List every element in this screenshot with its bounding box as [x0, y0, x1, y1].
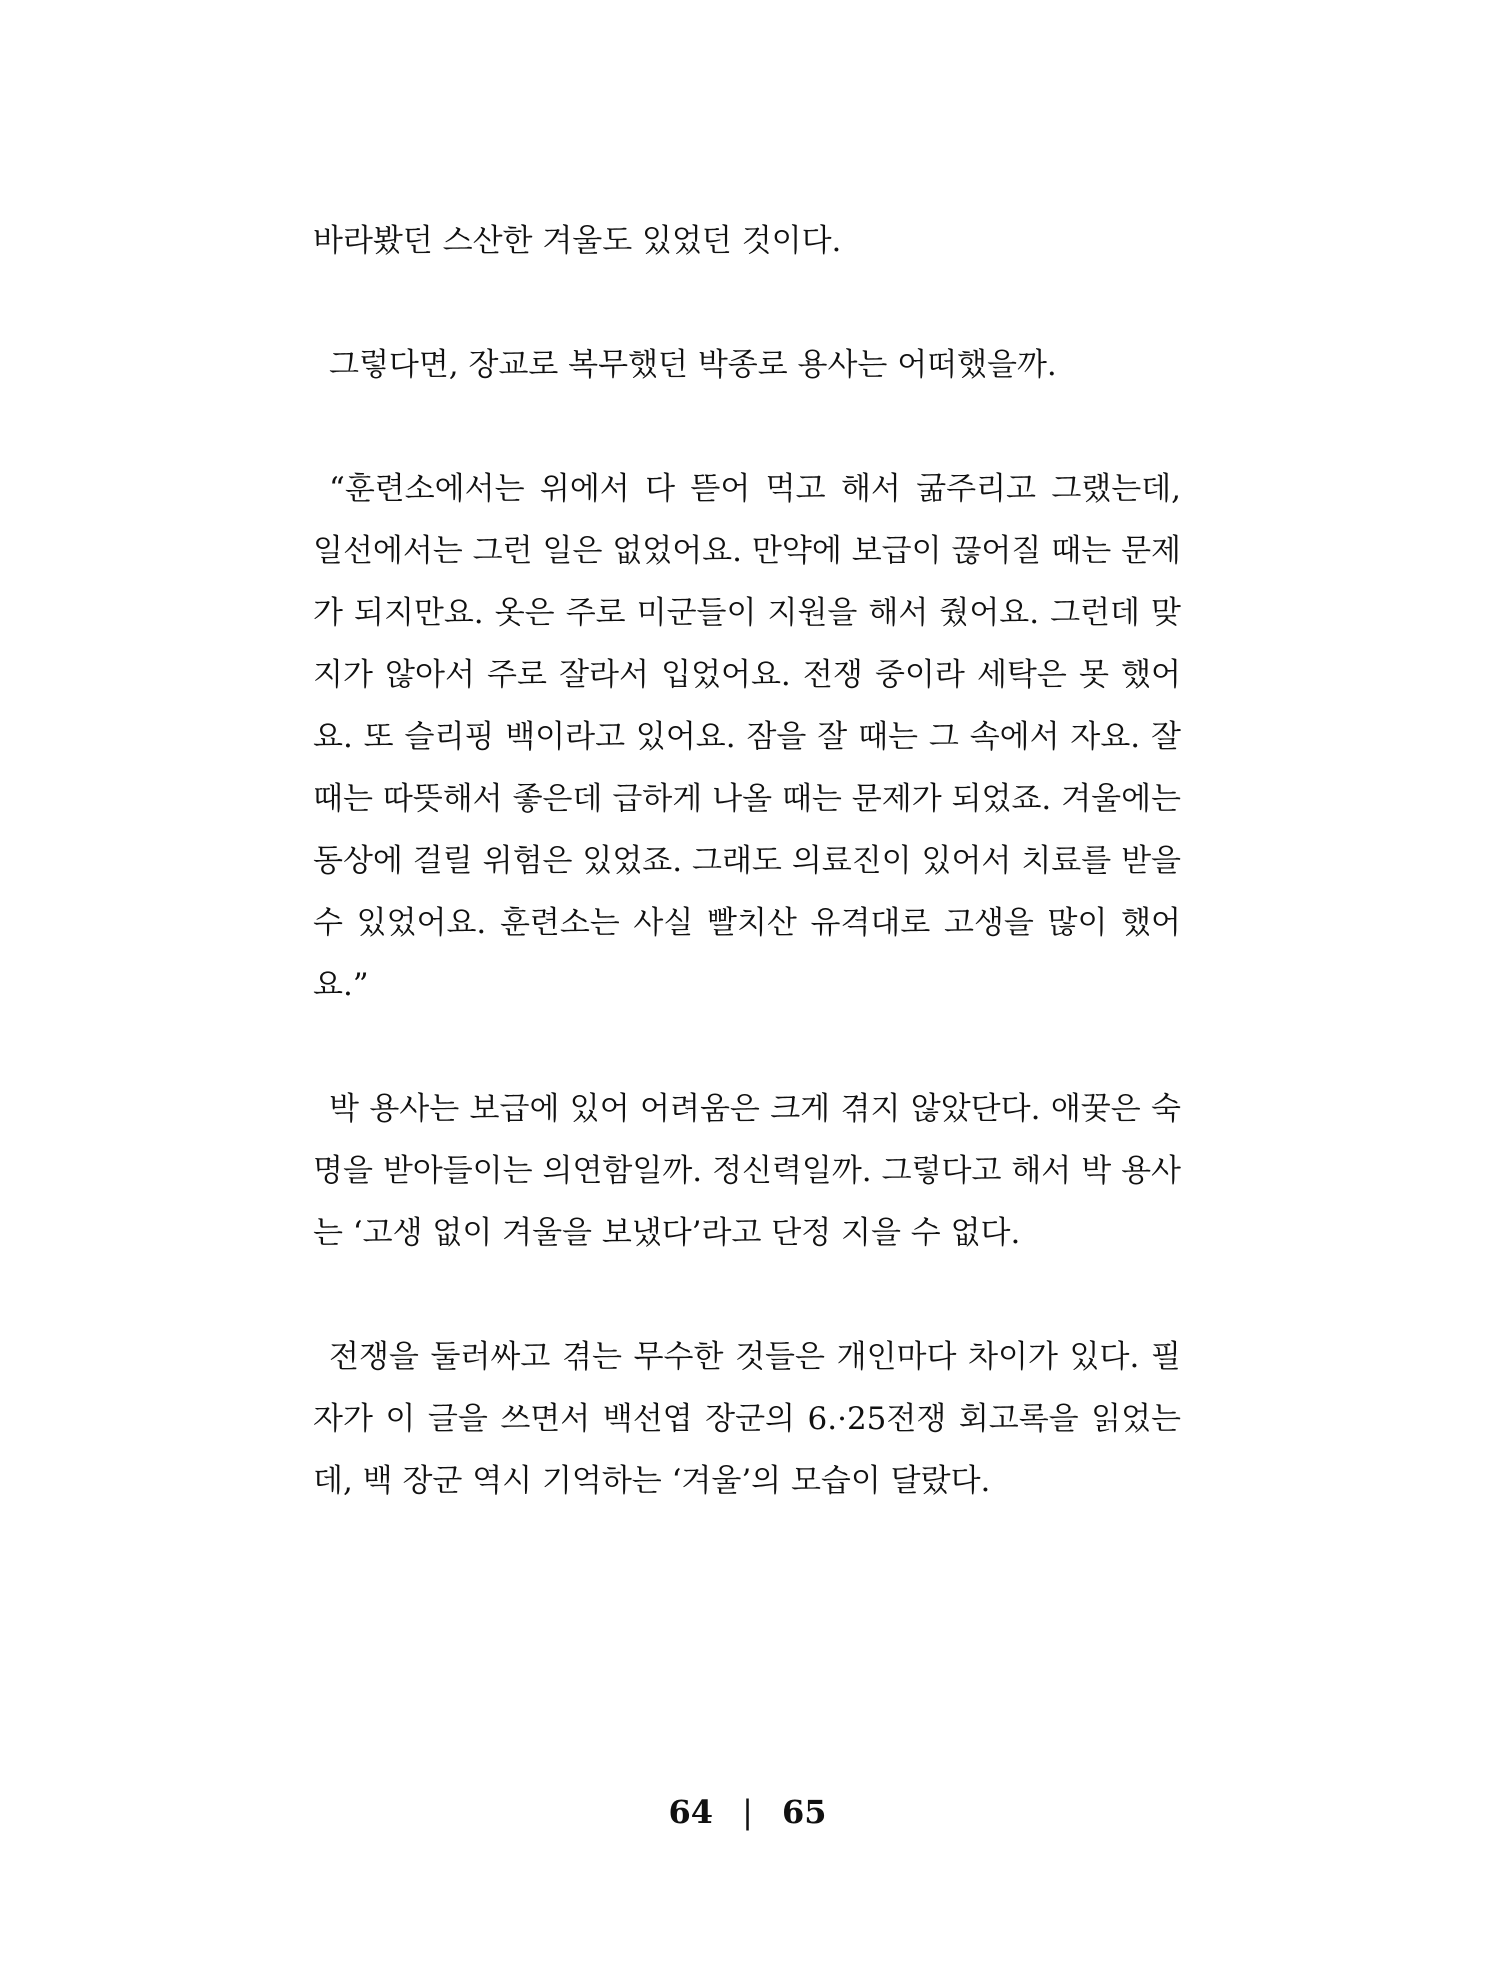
- paragraph-memoir: 전쟁을 둘러싸고 겪는 무수한 것들은 개인마다 차이가 있다. 필자가 이 글을 쓰면서 백선엽 장군의 6.·25전쟁 회고록을 읽었는데, 백 장군 역시 기억하는 ‘겨울’의 모습이 달랐다.: [313, 1339, 1181, 1499]
- left-page-number: 64: [668, 1793, 713, 1831]
- page-numbers: [0, 1792, 1495, 1832]
- paragraph-quote: “훈련소에서는 위에서 다 뜯어 먹고 해서 굶주리고 그랬는데, 일선에서는 그런 일은 없었어요. 만약에 보급이 끊어질 때는 문제가 되지만요. 옷은 주로 미군들이 지원을 해서 줬어요. 그런데 맞지가 않아서 주로 잘라서 입었어요. 전쟁 중이라 세탁은 못 했어요. 또 슬리핑 백이라고 있어요. 잠을 잘 때는 그 속에서 자요. 잘 때는 따뜻해서 좋은데 급하게 나올 때는 문제가 되었죠. 겨울에는 동상에 걸릴 위험은 있었죠. 그래도 의료진이 있어서 치료를 받을 수 있었어요. 훈련소는 사실 빨치산 유격대로 고생을 많이 했어요.”: [313, 471, 1181, 1003]
- paragraph-supply: 박 용사는 보급에 있어 어려움은 크게 겪지 않았단다. 애꿎은 숙명을 받아들이는 의연함일까. 정신력일까. 그렇다고 해서 박 용사는 ‘고생 없이 겨울을 보냈다’라고 단정 지을 수 없다.: [313, 1091, 1181, 1251]
- paragraph-question: 그렇다면, 장교로 복무했던 박종로 용사는 어떠했을까.: [329, 347, 1057, 383]
- body-text: [313, 210, 1181, 1512]
- paragraph-continuation: 바라봤던 스산한 겨울도 있었던 것이다.: [313, 223, 842, 259]
- right-page-number: 65: [782, 1793, 827, 1831]
- page-number-separator: |: [742, 1793, 753, 1831]
